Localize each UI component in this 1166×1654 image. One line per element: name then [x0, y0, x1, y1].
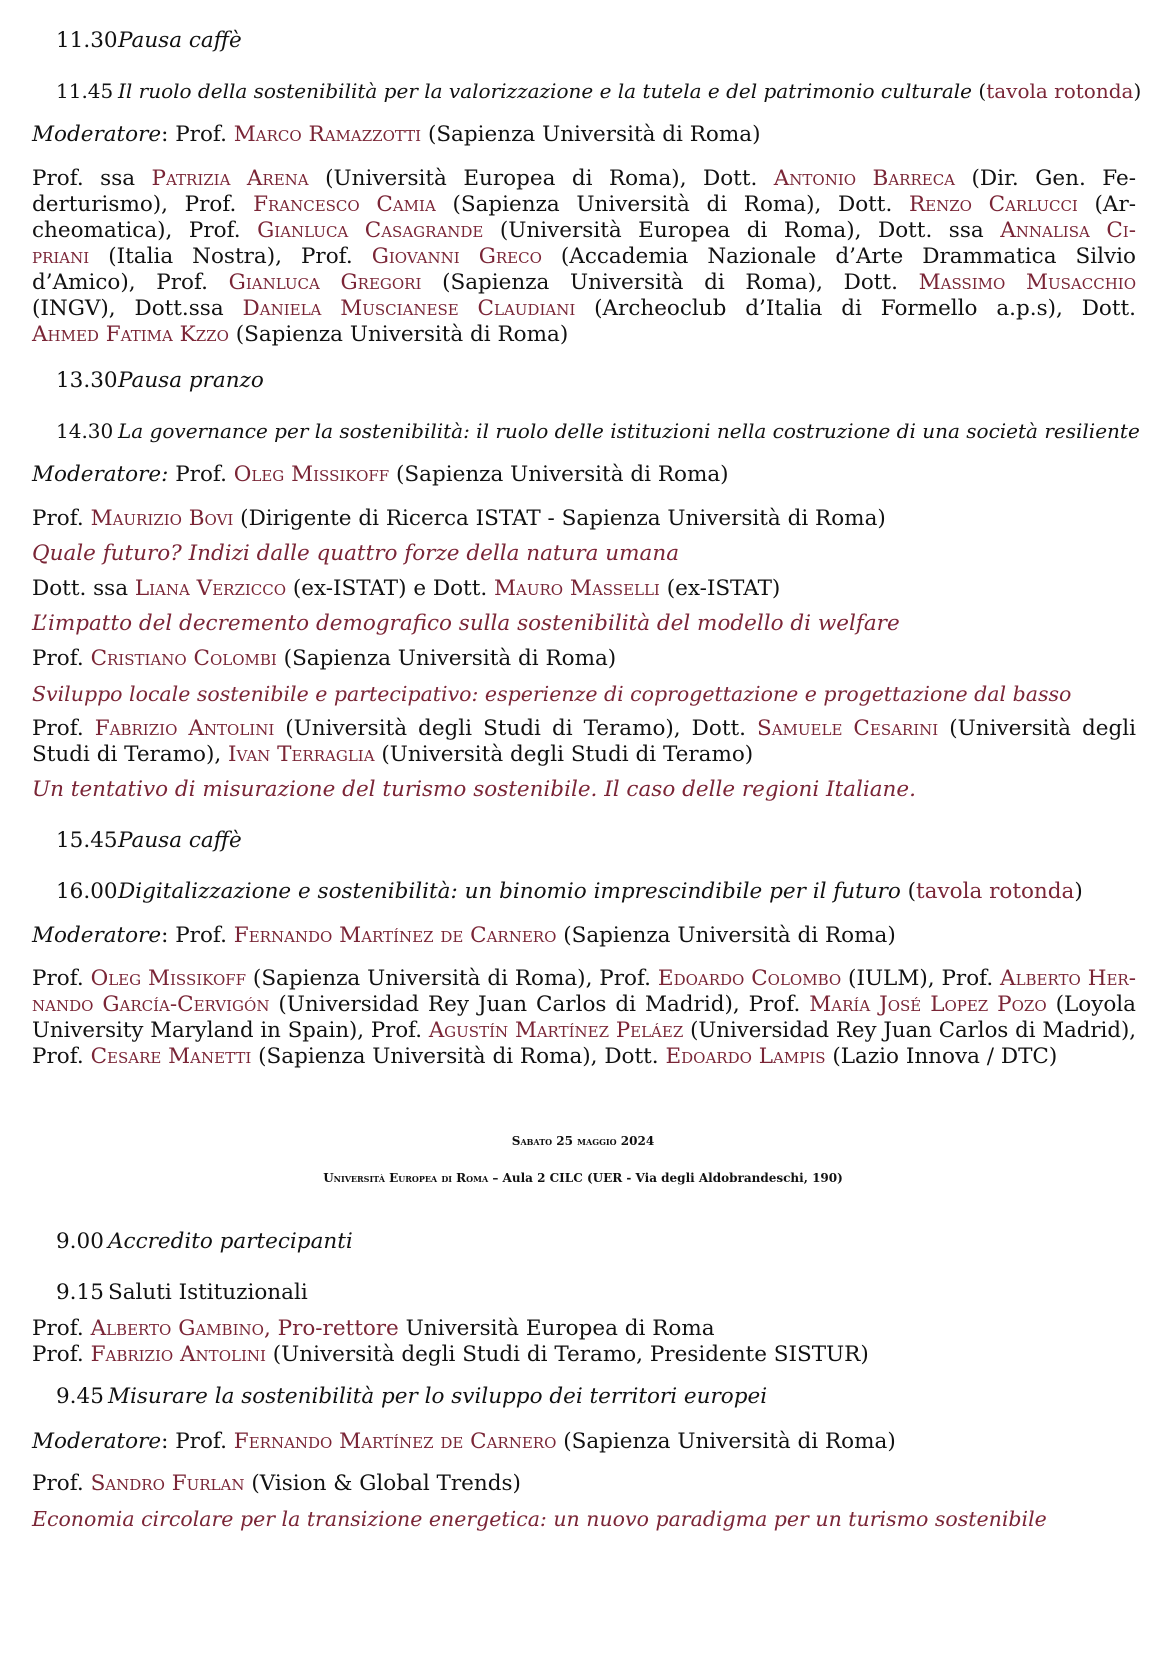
panel-1-line-4: [32, 244, 1136, 270]
affiliation: (Sapienza Università di Roma): [421, 122, 761, 147]
text: (Sapienza Università di Roma), Dott.: [251, 1044, 666, 1069]
paren-close: ): [1133, 79, 1142, 103]
panel-1-line-7: [32, 322, 568, 348]
title-prefix: Prof.: [168, 462, 234, 487]
person-name: Liana Verzicco: [134, 576, 287, 601]
moderator-label: Moderatore: [32, 1429, 162, 1454]
person-name: Alberto Her-: [1000, 966, 1136, 991]
session-title: Pausa pranzo: [118, 368, 264, 393]
text: (Sapienza Università di Roma), Dott.: [435, 192, 909, 217]
text: (Sapienza Università di Roma), Dott.: [421, 270, 919, 295]
talk-3-title: Sviluppo locale sostenibile e partecipativo: esperienze di coprogettazione e progettazione dal basso: [32, 682, 1072, 706]
paren-open: (: [900, 879, 917, 904]
text: Università Europea di Roma: [398, 1316, 715, 1341]
text: (Dirigente di Ricerca ISTAT - Sapienza Università di Roma): [233, 506, 886, 531]
session-title: Il ruolo della sostenibilità per la valorizzazione e la tutela e del patrimonio culturale: [118, 79, 973, 103]
talk-2-speaker: [32, 576, 780, 602]
session-945: [56, 1384, 767, 1410]
person-name: nando García-Cervigón: [32, 992, 270, 1017]
session-title: Digitalizzazione e sostenibilità: un binomio imprescindibile per il futuro: [118, 879, 901, 904]
session-1430: [56, 418, 1140, 444]
venue-heading: [0, 1165, 1166, 1191]
panel-2-line-1: [32, 966, 1136, 992]
text: cheomatica), Prof.: [32, 218, 258, 243]
talk-5-title: Economia circolare per la transizione energetica: un nuovo paradigma per un turismo sostenibile: [32, 1507, 1047, 1531]
talk-3-speaker: [32, 646, 616, 672]
session-time: 11.45: [56, 79, 114, 103]
person-name: Antonio Barreca: [773, 166, 956, 191]
text: (ex-ISTAT): [659, 576, 781, 601]
text: Prof.: [32, 646, 91, 671]
talk-4-speaker-line-1: [32, 716, 1136, 742]
talk-1-title: Quale futuro? Indizi dalle quattro forze della natura umana: [32, 541, 680, 566]
text: Prof.: [32, 1471, 91, 1496]
person-name: Francesco Camia: [253, 192, 436, 217]
greeting-2: [32, 1342, 869, 1368]
person-name: Fabrizio Antolini: [90, 1342, 266, 1367]
panel-2-line-3: [32, 1018, 1136, 1044]
person-name: Samuele Cesarini: [756, 716, 939, 741]
text: Studi di Teramo),: [32, 742, 229, 767]
title-prefix: : Prof.: [161, 1429, 234, 1454]
person-name: priani: [32, 244, 90, 269]
text: (Italia Nostra), Prof.: [89, 244, 372, 269]
text: (Accademia Nazionale d’Arte Drammatica Silvio: [541, 244, 1136, 269]
text: (INGV), Dott.ssa: [32, 296, 243, 321]
talk-1-speaker: [32, 506, 886, 532]
panel-1-line-2: [32, 192, 1136, 218]
talk-4-title: Un tentativo di misurazione del turismo sostenibile. Il caso delle regioni Italiane.: [32, 777, 916, 802]
person-name: Maurizio Bovi: [90, 506, 234, 531]
moderator-3: [32, 923, 896, 949]
person-name: Fernando Martínez de Carnero: [233, 1429, 557, 1454]
session-1600: [56, 879, 1083, 905]
session-time: 9.15: [56, 1280, 104, 1305]
person-name: Cesare Manetti: [90, 1044, 252, 1069]
moderator-label: Moderatore:: [32, 462, 169, 487]
panel-2-line-4: [32, 1044, 1057, 1070]
person-name: Agustín Martínez Peláez: [428, 1018, 684, 1043]
text: University Maryland in Spain), Prof.: [32, 1018, 429, 1043]
session-tag: tavola rotonda: [916, 879, 1075, 904]
session-title: Accredito partecipanti: [108, 1229, 353, 1254]
person-name: Edoardo Colombo: [657, 966, 842, 991]
person-name: Edoardo Lampis: [665, 1044, 826, 1069]
session-title: Misurare la sostenibilità per lo sviluppo dei territori europei: [108, 1384, 768, 1409]
session-time: 13.30: [56, 368, 118, 393]
moderator-label: Moderatore: [32, 923, 162, 948]
person-name: Gianluca Gregori: [228, 270, 422, 295]
text: Prof.: [32, 1316, 91, 1341]
panel-1-line-3: [32, 218, 1136, 244]
text: Dott. ssa: [32, 576, 135, 601]
person-name: Oleg Missikoff: [233, 462, 390, 487]
session-915: [56, 1280, 308, 1306]
person-name: Sandro Furlan: [90, 1471, 245, 1496]
text: d’Amico), Prof.: [32, 270, 229, 295]
text: (Università degli Studi di Teramo, Presidente SISTUR): [265, 1342, 869, 1367]
session-1545: [56, 828, 242, 854]
text: Prof.: [32, 716, 95, 741]
text: Prof.: [32, 966, 91, 991]
moderator-4: [32, 1429, 896, 1455]
person-name: Fernando Martínez de Carnero: [233, 923, 557, 948]
person-name: Patrizia Arena: [151, 166, 309, 191]
moderator-2: [32, 462, 729, 488]
text: (Archeoclub d’Italia di Formello a.p.s), Dott.: [575, 296, 1136, 321]
text: (Università Europea di Roma), Dott. ssa: [483, 218, 1001, 243]
text: (Università degli Studi di Teramo): [374, 742, 754, 767]
person-name: Giovanni Greco: [371, 244, 542, 269]
session-title: Pausa caffè: [118, 828, 242, 853]
paren-close: ): [1074, 879, 1083, 904]
session-time: 15.45: [56, 828, 118, 853]
text: (Sapienza Università di Roma), Prof.: [246, 966, 658, 991]
text: (Università Europea di Roma), Dott.: [308, 166, 774, 191]
text: (Loyola: [1046, 992, 1136, 1017]
text: derturismo), Prof.: [32, 192, 254, 217]
text: (ex-ISTAT) e Dott.: [286, 576, 495, 601]
text: (Sapienza Università di Roma): [228, 322, 569, 347]
session-title: La governance per la sostenibilità: il ruolo delle istituzioni nella costruzione di una società resiliente: [118, 419, 1140, 443]
person-name: Daniela Muscianese Claudiani: [242, 296, 576, 321]
moderator-label: Moderatore: [32, 122, 162, 147]
text: (Università degli: [938, 716, 1136, 741]
role: , Pro-rettore: [263, 1316, 399, 1341]
person-name: María José Lopez Pozo: [809, 992, 1047, 1017]
text: Prof.: [32, 1044, 91, 1069]
session-time: 9.00: [56, 1229, 104, 1254]
person-name: Annalisa Ci-: [1000, 218, 1136, 243]
text: (Università degli Studi di Teramo), Dott.: [274, 716, 757, 741]
paren-open: (: [978, 79, 987, 103]
person-name: Cristiano Colombi: [90, 646, 277, 671]
text: (Ar-: [1077, 192, 1137, 217]
session-time: 14.30: [56, 419, 114, 443]
panel-1-line-1: [32, 166, 1136, 192]
title-prefix: : Prof.: [161, 923, 234, 948]
text: Prof.: [32, 506, 91, 531]
moderator-1: [32, 122, 760, 148]
talk-5-speaker: [32, 1471, 521, 1497]
session-1130: [56, 28, 242, 54]
venue-detail: – Aula 2 CILC (UER - Via degli Aldobrandeschi, 190): [488, 1171, 843, 1185]
session-1330: [56, 368, 264, 394]
text: (Universidad Rey Juan Carlos di Madrid),: [683, 1018, 1136, 1043]
session-1145: [56, 78, 1141, 104]
text: (IULM), Prof.: [841, 966, 1001, 991]
session-time: 16.00: [56, 879, 118, 904]
affiliation: (Sapienza Università di Roma): [556, 923, 896, 948]
talk-4-speaker-line-2: [32, 742, 753, 768]
person-name: Massimo Musacchio: [918, 270, 1137, 295]
session-time: 9.45: [56, 1384, 104, 1409]
talk-2-title: L’impatto del decremento demografico sulla sostenibilità del modello di welfare: [32, 611, 900, 636]
text: Prof. ssa: [32, 166, 152, 191]
day-heading: [0, 1128, 1166, 1154]
person-name: Renzo Carlucci: [908, 192, 1078, 217]
person-name: Ivan Terraglia: [228, 742, 375, 767]
person-name: Gianluca Casagrande: [257, 218, 484, 243]
text: (Universidad Rey Juan Carlos di Madrid), Prof.: [269, 992, 810, 1017]
text: Prof.: [32, 1342, 91, 1367]
affiliation: (Sapienza Università di Roma): [556, 1429, 896, 1454]
session-title: Pausa caffè: [118, 28, 242, 53]
person-name: Oleg Missikoff: [90, 966, 247, 991]
text: (Dir. Gen. Fe-: [955, 166, 1136, 191]
day-date: Sabato 25 maggio 2024: [511, 1134, 655, 1148]
person-name: Mauro Masselli: [494, 576, 660, 601]
session-title: Saluti Istituzionali: [108, 1280, 308, 1305]
title-prefix: : Prof.: [161, 122, 234, 147]
panel-1-line-5: [32, 270, 1136, 296]
person-name: Marco Ramazzotti: [233, 122, 422, 147]
text: (Sapienza Università di Roma): [276, 646, 617, 671]
panel-2-line-2: [32, 992, 1136, 1018]
venue-name: Università Europea di Roma: [323, 1171, 489, 1185]
person-name: Alberto Gambino: [90, 1316, 264, 1341]
panel-1-line-6: [32, 296, 1136, 322]
affiliation: (Sapienza Università di Roma): [389, 462, 729, 487]
session-900: [56, 1229, 353, 1255]
person-name: Fabrizio Antolini: [94, 716, 275, 741]
session-time: 11.30: [56, 28, 118, 53]
session-tag: tavola rotonda: [986, 79, 1134, 103]
person-name: Ahmed Fatima Kzzo: [32, 322, 229, 347]
greeting-1: [32, 1316, 715, 1342]
text: (Lazio Innova / DTC): [825, 1044, 1058, 1069]
text: (Vision & Global Trends): [244, 1471, 521, 1496]
